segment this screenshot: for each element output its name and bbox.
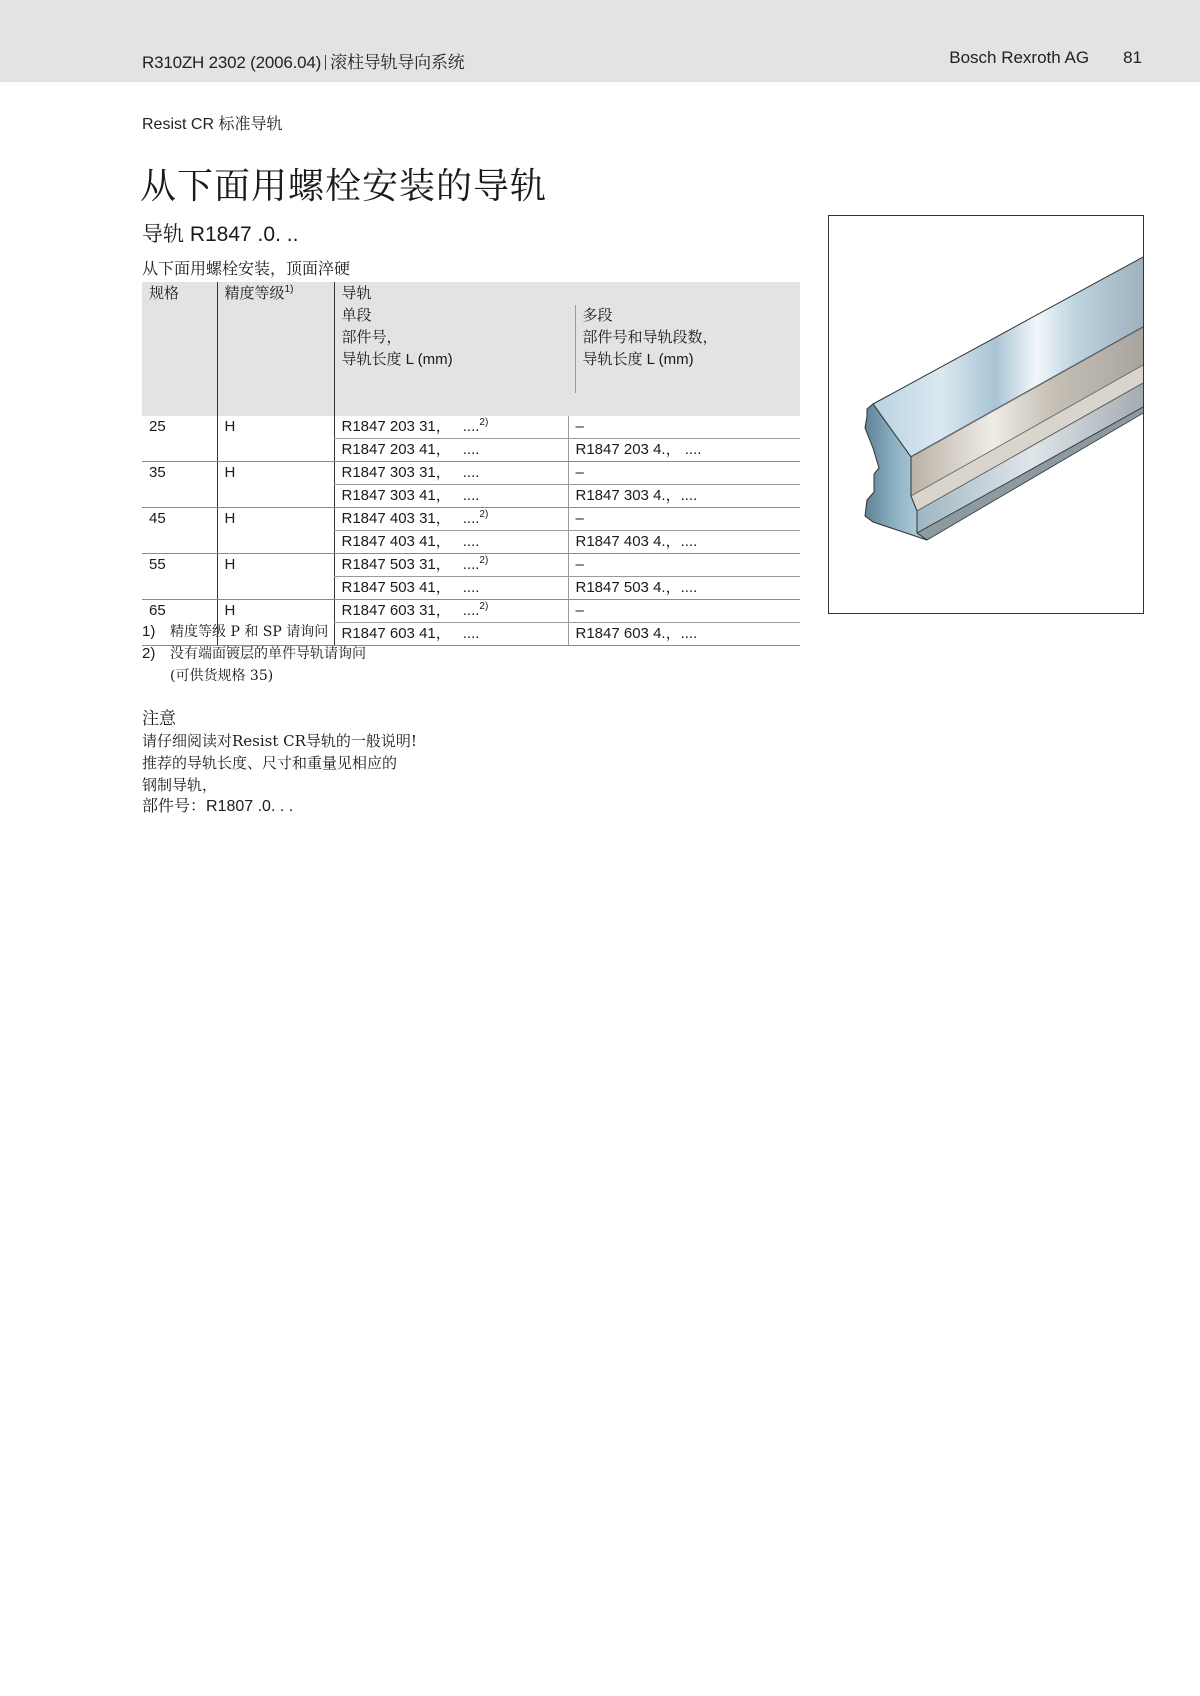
part-number: R1847 603 31， xyxy=(341,602,451,619)
col-header-size xyxy=(142,282,217,416)
single-part-cell xyxy=(334,439,568,462)
multi-part-cell: R1847 303 4.，.... xyxy=(568,485,800,508)
multi-part-cell: R1847 203 4.， .... xyxy=(568,439,800,462)
footnote-number: 2) xyxy=(142,645,156,662)
col-header-accuracy-label: 精度等级 xyxy=(224,285,285,302)
grade-cell: H xyxy=(217,600,334,646)
single-part-cell xyxy=(334,600,568,623)
multi-part-cell: – xyxy=(568,462,800,485)
footnote-continuation: (可供货规格 35) xyxy=(170,668,274,684)
grade-cell: H xyxy=(217,554,334,600)
footnote-ref: 2) xyxy=(479,601,489,612)
size-cell: 55 xyxy=(142,554,217,600)
size-cell: 45 xyxy=(142,508,217,554)
doc-code: R310ZH 2302 (2006.04) xyxy=(142,53,322,72)
single-part-cell xyxy=(334,554,568,577)
footnote-number: 1) xyxy=(142,623,156,640)
multi-title: 多段 xyxy=(582,307,613,324)
size-cell: 25 xyxy=(142,416,217,462)
table-row xyxy=(142,416,800,439)
col-header-size-label: 规格 xyxy=(149,285,180,302)
col-header-rail xyxy=(334,282,800,416)
size-cell: 35 xyxy=(142,462,217,508)
section-label: Resist CR 标准导轨 xyxy=(142,116,283,133)
col-header-accuracy xyxy=(217,282,334,416)
col-header-single xyxy=(342,305,575,393)
footnote-ref: 2) xyxy=(479,555,489,566)
part-number: R1847 503 31， xyxy=(341,556,451,573)
table-row xyxy=(142,600,800,623)
single-part-cell xyxy=(334,416,568,439)
part-number: R1847 203 31， xyxy=(341,418,451,435)
page-title: 从下面用螺栓安装的导轨 xyxy=(140,166,548,207)
multi-line1: 部件号和导轨段数， xyxy=(582,329,718,346)
single-part-cell xyxy=(334,462,568,485)
length-placeholder: .... xyxy=(462,510,480,527)
header-publisher xyxy=(949,48,1142,68)
footnote-ref: 2) xyxy=(479,509,489,520)
length-placeholder: .... xyxy=(462,625,480,642)
single-title: 单段 xyxy=(341,307,372,324)
footnote-1 xyxy=(142,621,366,643)
table-row xyxy=(142,554,800,577)
footnote-2 xyxy=(142,643,366,665)
table-row xyxy=(142,462,800,485)
note-line: 钢制导轨， xyxy=(142,776,218,794)
single-part-cell xyxy=(334,531,568,554)
size-cell: 65 xyxy=(142,600,217,646)
part-number: R1847 303 31， xyxy=(341,464,451,481)
grade-cell: H xyxy=(217,416,334,462)
footnote-text: 精度等级 P 和 SP 请询问 xyxy=(170,624,329,640)
length-placeholder: .... xyxy=(462,579,480,596)
note-block xyxy=(142,708,417,818)
rail-illustration xyxy=(828,215,1144,614)
company-name: Bosch Rexroth AG xyxy=(949,48,1090,67)
length-placeholder: .... xyxy=(462,533,480,550)
part-number: R1847 403 41， xyxy=(341,533,451,550)
note-line: 部件号：R1807 .0. . . xyxy=(142,798,294,815)
profile-rail-image xyxy=(829,216,1144,614)
header-separator xyxy=(325,55,326,70)
single-line2: 导轨长度 L (mm) xyxy=(341,351,453,368)
length-placeholder: .... xyxy=(462,602,480,619)
length-placeholder: .... xyxy=(462,464,480,481)
single-part-cell xyxy=(334,508,568,531)
doc-title: 滚柱导轨导向系统 xyxy=(330,53,465,72)
table-row xyxy=(142,508,800,531)
footnote-ref: 2) xyxy=(479,417,489,428)
multi-part-cell: – xyxy=(568,554,800,577)
multi-part-cell: R1847 503 4.，.... xyxy=(568,577,800,600)
grade-cell: H xyxy=(217,462,334,508)
grade-cell: H xyxy=(217,508,334,554)
multi-part-cell: R1847 603 4.，.... xyxy=(568,623,800,646)
multi-part-cell: – xyxy=(568,416,800,439)
length-placeholder: .... xyxy=(462,487,480,504)
note-line: 请仔细阅读对Resist CR导轨的一般说明! xyxy=(142,732,417,750)
length-placeholder: .... xyxy=(462,418,480,435)
single-part-cell xyxy=(334,623,568,646)
subtitle: 导轨 R1847 .0. .. xyxy=(142,223,299,246)
col-header-rail-label: 导轨 xyxy=(341,285,372,302)
footnotes xyxy=(142,621,366,687)
length-placeholder: .... xyxy=(462,556,480,573)
header-doc-info xyxy=(142,48,465,73)
footnote-text: 没有端面镀层的单件导轨请询问 xyxy=(170,646,366,662)
part-number: R1847 603 41， xyxy=(341,625,451,642)
multi-part-cell: R1847 403 4.，.... xyxy=(568,531,800,554)
multi-part-cell: – xyxy=(568,600,800,623)
single-part-cell xyxy=(334,485,568,508)
part-number: R1847 303 41， xyxy=(341,487,451,504)
multi-part-cell: – xyxy=(568,508,800,531)
page-number: 81 xyxy=(1123,48,1142,67)
table-header-row xyxy=(142,282,800,416)
footnote-ref: 1) xyxy=(284,284,294,295)
col-header-multi xyxy=(575,305,718,393)
single-line1: 部件号， xyxy=(341,329,402,346)
part-number: R1847 203 41， xyxy=(341,441,451,458)
part-number: R1847 403 31， xyxy=(341,510,451,527)
page-header xyxy=(0,0,1200,82)
note-line: 推荐的导轨长度、尺寸和重量见相应的 xyxy=(142,754,398,772)
multi-line2: 导轨长度 L (mm) xyxy=(582,351,694,368)
table-caption: 从下面用螺栓安装，顶面淬硬 xyxy=(142,261,351,278)
single-part-cell xyxy=(334,577,568,600)
length-placeholder: .... xyxy=(462,441,480,458)
note-title: 注意 xyxy=(142,709,176,728)
part-number: R1847 503 41， xyxy=(341,579,451,596)
rail-part-number-table xyxy=(142,282,800,646)
